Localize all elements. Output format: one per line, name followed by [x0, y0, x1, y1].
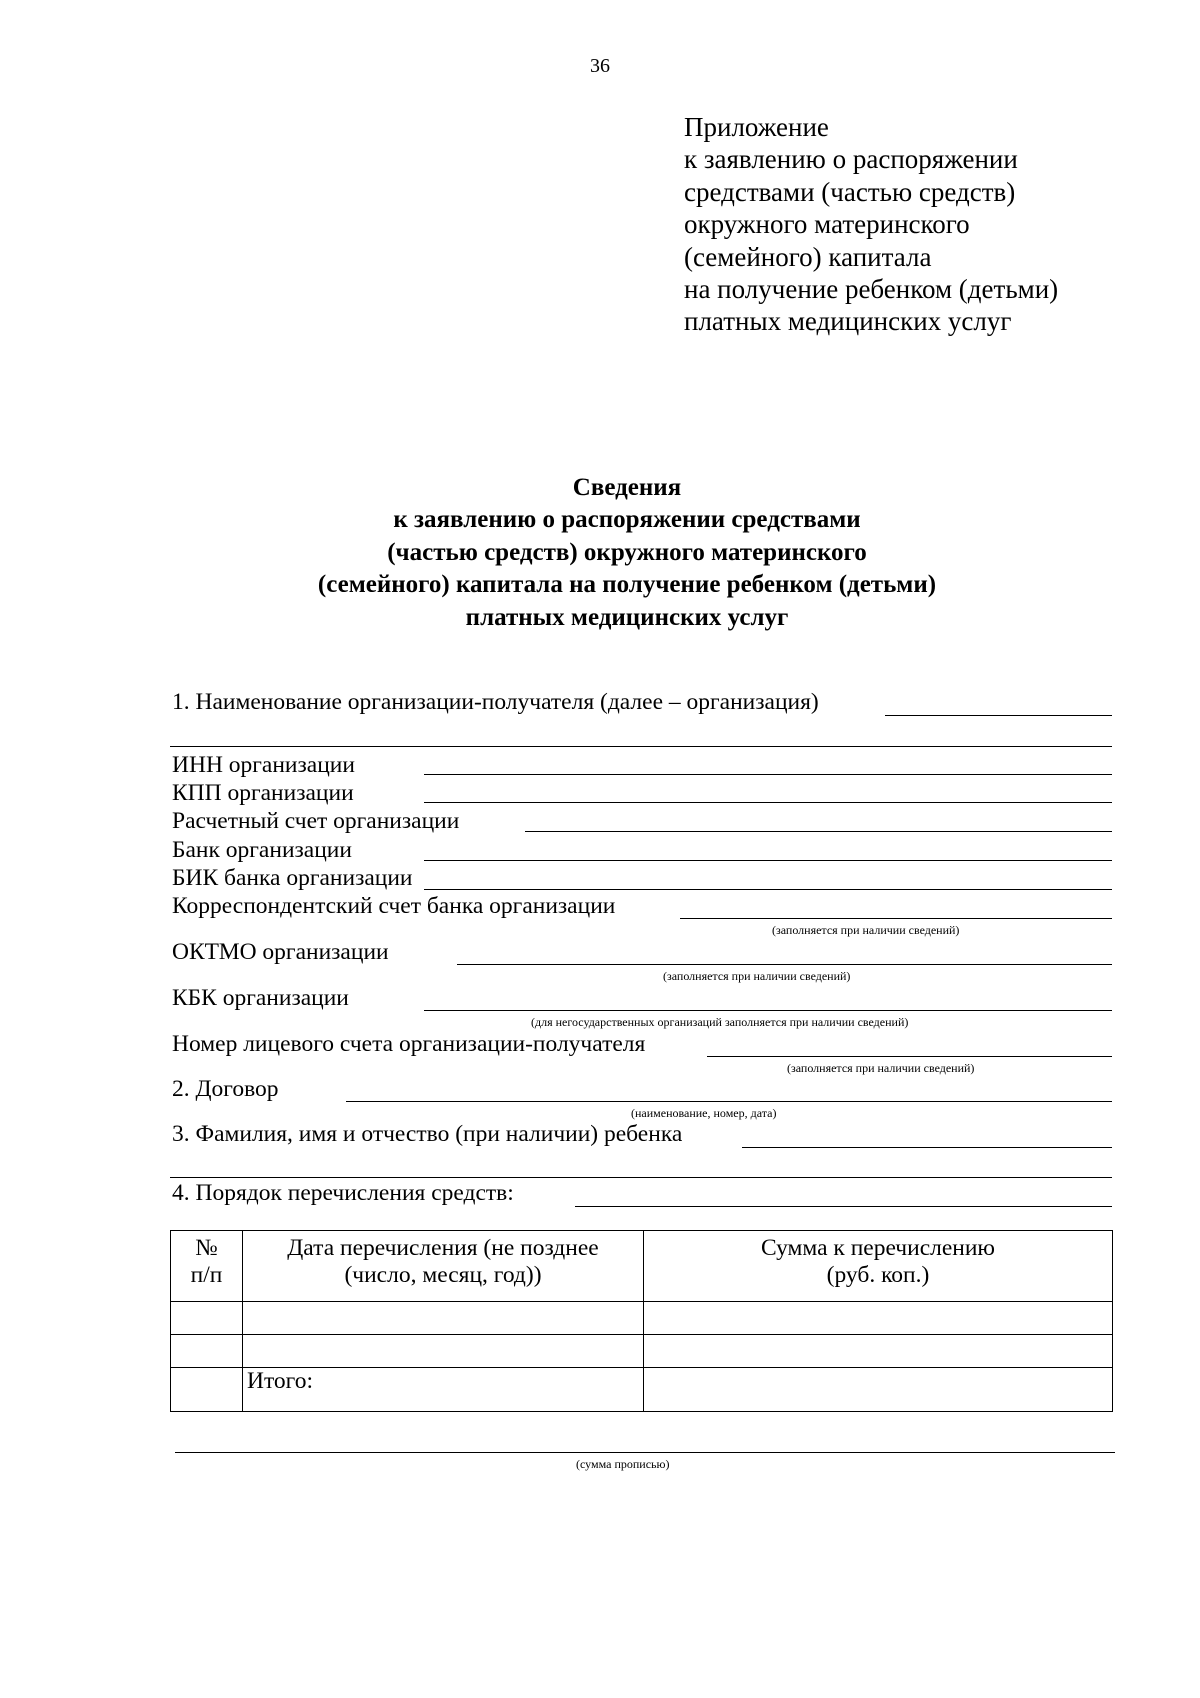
payments-table	[170, 1230, 1113, 1412]
header-number: № п/п	[171, 1231, 243, 1302]
row-amount-cell[interactable]	[644, 1335, 1113, 1368]
org-name-field[interactable]	[885, 715, 1112, 716]
appendix-line: (семейного) капитала	[684, 241, 932, 272]
transfer-order-field[interactable]	[575, 1206, 1112, 1207]
corr-account-field[interactable]	[680, 918, 1112, 919]
page-number: 36	[590, 55, 610, 77]
org-name-label: 1. Наименование организации-получателя (далее – организация)	[172, 689, 819, 715]
corr-account-hint: (заполняется при наличии сведений)	[772, 923, 960, 937]
title-line: (семейного) капитала на получение ребенком (детьми)	[317, 571, 937, 599]
contract-field[interactable]	[346, 1101, 1112, 1102]
appendix-header	[684, 111, 1058, 338]
row-number-cell[interactable]	[171, 1335, 243, 1368]
appendix-line: Приложение	[684, 112, 829, 142]
personal-account-field[interactable]	[707, 1056, 1112, 1057]
org-name-field-continuation[interactable]	[170, 746, 1112, 747]
title-line: платных медицинских услуг	[465, 603, 789, 631]
title-line: (частью средств) окружного материнского	[387, 538, 867, 566]
appendix-line: средствами (частью средств)	[684, 176, 1016, 207]
bank-field[interactable]	[424, 860, 1112, 861]
kbk-field[interactable]	[424, 1010, 1112, 1011]
table-header-row	[171, 1231, 1113, 1302]
corr-account-label: Корреспондентский счет банка организации	[172, 893, 616, 919]
amount-in-words-field[interactable]	[175, 1452, 1115, 1453]
bik-label: БИК банка организации	[172, 865, 413, 891]
total-label: Итого:	[243, 1368, 644, 1412]
oktmo-field[interactable]	[457, 964, 1112, 965]
row-amount-cell[interactable]	[644, 1302, 1113, 1335]
total-number-cell	[171, 1368, 243, 1412]
bank-label: Банк организации	[172, 837, 352, 863]
kbk-label: КБК организации	[172, 985, 349, 1011]
inn-field[interactable]	[424, 774, 1112, 775]
bik-field[interactable]	[424, 889, 1112, 890]
table-row	[171, 1335, 1113, 1368]
row-date-cell[interactable]	[243, 1335, 644, 1368]
account-field[interactable]	[525, 831, 1112, 832]
kpp-field[interactable]	[424, 802, 1112, 803]
header-date: Дата перечисления (не позднее (число, месяц, год))	[243, 1231, 644, 1302]
account-label: Расчетный счет организации	[172, 808, 460, 834]
document-title	[0, 472, 1200, 634]
amount-in-words-hint: (сумма прописью)	[576, 1457, 670, 1471]
child-name-field[interactable]	[742, 1147, 1112, 1148]
oktmo-label: ОКТМО организации	[172, 939, 389, 965]
appendix-line: к заявлению о распоряжении	[684, 144, 1018, 175]
row-date-cell[interactable]	[243, 1302, 644, 1335]
child-name-label: 3. Фамилия, имя и отчество (при наличии) ребенка	[172, 1121, 683, 1147]
transfer-order-label: 4. Порядок перечисления средств:	[172, 1180, 514, 1206]
personal-account-hint: (заполняется при наличии сведений)	[787, 1061, 975, 1075]
table-total-row	[171, 1368, 1113, 1412]
header-amount: Сумма к перечислению (руб. коп.)	[644, 1231, 1113, 1302]
table-row	[171, 1302, 1113, 1335]
child-name-field-continuation[interactable]	[170, 1177, 1112, 1178]
title-line: Сведения	[572, 474, 682, 501]
personal-account-label: Номер лицевого счета организации-получателя	[172, 1031, 646, 1057]
inn-label: ИНН организации	[172, 752, 355, 778]
total-amount-cell[interactable]	[644, 1368, 1113, 1412]
title-line: к заявлению о распоряжении средствами	[393, 506, 861, 534]
row-number-cell[interactable]	[171, 1302, 243, 1335]
contract-hint: (наименование, номер, дата)	[631, 1106, 777, 1120]
appendix-line: окружного материнского	[684, 209, 970, 240]
contract-label: 2. Договор	[172, 1076, 279, 1102]
oktmo-hint: (заполняется при наличии сведений)	[663, 969, 851, 983]
kpp-label: КПП организации	[172, 780, 354, 806]
appendix-line: платных медицинских услуг	[684, 306, 1012, 337]
kbk-hint: (для негосударственных организаций заполняется при наличии сведений)	[531, 1015, 909, 1029]
appendix-line: на получение ребенком (детьми)	[684, 274, 1059, 305]
